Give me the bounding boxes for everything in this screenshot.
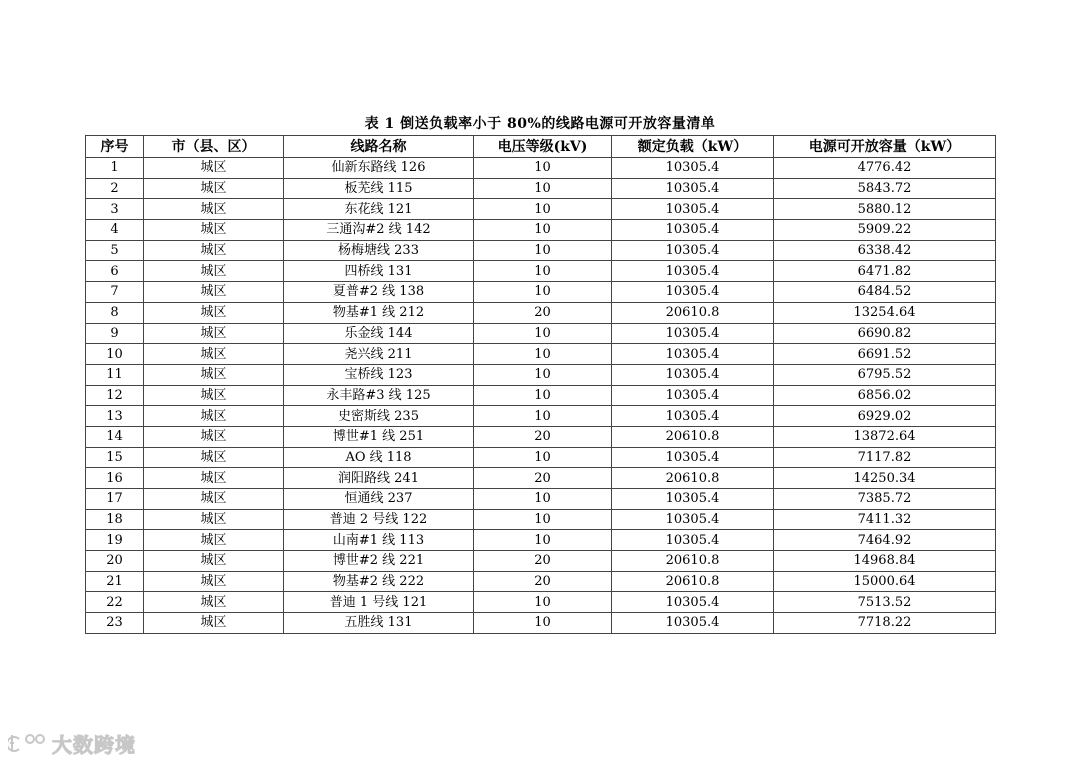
cell-line-name: 乐金线 144 [284, 323, 474, 344]
cell-rated-load: 10305.4 [612, 323, 774, 344]
table-row [86, 220, 996, 241]
cell-line-name: 物基#2 线 222 [284, 571, 474, 592]
cell-line-name: 五胜线 131 [284, 613, 474, 634]
cell-district: 城区 [144, 571, 284, 592]
cell-open-capacity: 6471.82 [774, 261, 996, 282]
cell-voltage: 10 [474, 240, 612, 261]
table-row [86, 571, 996, 592]
cell-open-capacity: 6856.02 [774, 385, 996, 406]
table-row [86, 158, 996, 179]
cell-index: 5 [86, 240, 144, 261]
table-row [86, 447, 996, 468]
table-row [86, 302, 996, 323]
table-title: 表 1 倒送负载率小于 80%的线路电源可开放容量清单 [364, 116, 716, 132]
cell-district: 城区 [144, 261, 284, 282]
table-body [86, 158, 996, 634]
cell-line-name: 普迪 2 号线 122 [284, 509, 474, 530]
cell-index: 11 [86, 364, 144, 385]
table-row [86, 344, 996, 365]
cell-rated-load: 20610.8 [612, 302, 774, 323]
cell-rated-load: 10305.4 [612, 220, 774, 241]
cell-index: 8 [86, 302, 144, 323]
cell-line-name: 宝桥线 123 [284, 364, 474, 385]
cell-line-name: 史密斯线 235 [284, 406, 474, 427]
cell-index: 15 [86, 447, 144, 468]
cell-district: 城区 [144, 240, 284, 261]
cell-rated-load: 10305.4 [612, 240, 774, 261]
cell-open-capacity: 6691.52 [774, 344, 996, 365]
cell-voltage: 10 [474, 220, 612, 241]
cell-rated-load: 10305.4 [612, 364, 774, 385]
cell-open-capacity: 5909.22 [774, 220, 996, 241]
cell-open-capacity: 6484.52 [774, 282, 996, 303]
header-district: 市（县、区） [144, 136, 284, 158]
cell-voltage: 10 [474, 261, 612, 282]
table-row [86, 240, 996, 261]
cell-rated-load: 10305.4 [612, 447, 774, 468]
cell-district: 城区 [144, 323, 284, 344]
cell-district: 城区 [144, 592, 284, 613]
table-header-row [86, 136, 996, 158]
cell-voltage: 10 [474, 364, 612, 385]
cell-district: 城区 [144, 406, 284, 427]
cell-open-capacity: 5880.12 [774, 199, 996, 220]
cell-voltage: 10 [474, 344, 612, 365]
header-rated-load: 额定负载（kW） [612, 136, 774, 158]
cell-voltage: 20 [474, 302, 612, 323]
table-row [86, 489, 996, 510]
cell-voltage: 10 [474, 282, 612, 303]
cell-voltage: 20 [474, 426, 612, 447]
cell-rated-load: 20610.8 [612, 426, 774, 447]
cell-open-capacity: 4776.42 [774, 158, 996, 179]
cell-index: 9 [86, 323, 144, 344]
cell-voltage: 10 [474, 447, 612, 468]
cell-line-name: 仙新东路线 126 [284, 158, 474, 179]
cell-open-capacity: 13872.64 [774, 426, 996, 447]
cell-index: 7 [86, 282, 144, 303]
cell-index: 6 [86, 261, 144, 282]
cell-rated-load: 10305.4 [612, 158, 774, 179]
cell-index: 3 [86, 199, 144, 220]
table-row [86, 282, 996, 303]
table-row [86, 199, 996, 220]
cell-index: 18 [86, 509, 144, 530]
table-row [86, 178, 996, 199]
cell-district: 城区 [144, 178, 284, 199]
cell-index: 17 [86, 489, 144, 510]
cell-index: 23 [86, 613, 144, 634]
cell-index: 4 [86, 220, 144, 241]
cell-open-capacity: 7411.32 [774, 509, 996, 530]
cell-district: 城区 [144, 364, 284, 385]
cell-voltage: 10 [474, 613, 612, 634]
cell-line-name: 山南#1 线 113 [284, 530, 474, 551]
cell-rated-load: 10305.4 [612, 489, 774, 510]
table-row [86, 613, 996, 634]
cell-line-name: 杨梅塘线 233 [284, 240, 474, 261]
cell-rated-load: 10305.4 [612, 178, 774, 199]
cell-open-capacity: 7117.82 [774, 447, 996, 468]
cell-voltage: 10 [474, 158, 612, 179]
cell-rated-load: 10305.4 [612, 592, 774, 613]
cell-district: 城区 [144, 426, 284, 447]
table-row [86, 592, 996, 613]
cell-voltage: 10 [474, 199, 612, 220]
cell-line-name: 博世#2 线 221 [284, 551, 474, 572]
cell-index: 21 [86, 571, 144, 592]
cell-open-capacity: 15000.64 [774, 571, 996, 592]
cell-open-capacity: 6795.52 [774, 364, 996, 385]
cell-voltage: 10 [474, 178, 612, 199]
table-row [86, 364, 996, 385]
cell-open-capacity: 6338.42 [774, 240, 996, 261]
table-row [86, 406, 996, 427]
cell-index: 2 [86, 178, 144, 199]
cell-rated-load: 10305.4 [612, 509, 774, 530]
cell-index: 22 [86, 592, 144, 613]
cell-line-name: 夏普#2 线 138 [284, 282, 474, 303]
table-row [86, 261, 996, 282]
cell-district: 城区 [144, 344, 284, 365]
watermark [8, 728, 136, 758]
cell-voltage: 20 [474, 571, 612, 592]
cell-district: 城区 [144, 220, 284, 241]
cell-voltage: 20 [474, 551, 612, 572]
cell-index: 20 [86, 551, 144, 572]
cell-rated-load: 10305.4 [612, 199, 774, 220]
cell-open-capacity: 14250.34 [774, 468, 996, 489]
cell-rated-load: 10305.4 [612, 613, 774, 634]
table-row [86, 426, 996, 447]
cell-index: 1 [86, 158, 144, 179]
cell-voltage: 10 [474, 592, 612, 613]
cell-voltage: 10 [474, 406, 612, 427]
cell-district: 城区 [144, 530, 284, 551]
cell-open-capacity: 6929.02 [774, 406, 996, 427]
cell-voltage: 10 [474, 489, 612, 510]
table-row [86, 385, 996, 406]
cell-district: 城区 [144, 447, 284, 468]
cell-district: 城区 [144, 385, 284, 406]
capacity-table [85, 135, 996, 634]
cell-line-name: 普迪 1 号线 121 [284, 592, 474, 613]
cell-open-capacity: 7464.92 [774, 530, 996, 551]
cell-voltage: 20 [474, 468, 612, 489]
cell-voltage: 10 [474, 509, 612, 530]
cell-index: 10 [86, 344, 144, 365]
cell-rated-load: 10305.4 [612, 530, 774, 551]
cell-line-name: 三通沟#2 线 142 [284, 220, 474, 241]
cell-index: 19 [86, 530, 144, 551]
cell-rated-load: 20610.8 [612, 571, 774, 592]
cell-voltage: 10 [474, 530, 612, 551]
cell-rated-load: 20610.8 [612, 468, 774, 489]
cell-district: 城区 [144, 302, 284, 323]
table-row [86, 323, 996, 344]
cell-line-name: 润阳路线 241 [284, 468, 474, 489]
cell-district: 城区 [144, 509, 284, 530]
cell-open-capacity: 13254.64 [774, 302, 996, 323]
cell-district: 城区 [144, 282, 284, 303]
cell-rated-load: 20610.8 [612, 551, 774, 572]
header-line-name: 线路名称 [284, 136, 474, 158]
table-row [86, 530, 996, 551]
cell-open-capacity: 7513.52 [774, 592, 996, 613]
cell-line-name: 恒通线 237 [284, 489, 474, 510]
cell-line-name: 四桥线 131 [284, 261, 474, 282]
cell-line-name: 博世#1 线 251 [284, 426, 474, 447]
cell-rated-load: 10305.4 [612, 385, 774, 406]
cell-district: 城区 [144, 551, 284, 572]
table-row [86, 468, 996, 489]
cell-line-name: AO 线 118 [284, 447, 474, 468]
cell-open-capacity: 7385.72 [774, 489, 996, 510]
cell-index: 12 [86, 385, 144, 406]
cell-index: 14 [86, 426, 144, 447]
watermark-text: 大数跨境 [52, 732, 136, 757]
cell-district: 城区 [144, 199, 284, 220]
table-row [86, 509, 996, 530]
cell-open-capacity: 5843.72 [774, 178, 996, 199]
table-row [86, 551, 996, 572]
cell-voltage: 10 [474, 385, 612, 406]
cell-line-name: 尧兴线 211 [284, 344, 474, 365]
cell-district: 城区 [144, 489, 284, 510]
cell-rated-load: 10305.4 [612, 406, 774, 427]
cell-voltage: 10 [474, 323, 612, 344]
cell-open-capacity: 6690.82 [774, 323, 996, 344]
cell-district: 城区 [144, 158, 284, 179]
brand-logo-icon [8, 730, 48, 756]
cell-index: 13 [86, 406, 144, 427]
header-open-capacity: 电源可开放容量（kW） [774, 136, 996, 158]
cell-open-capacity: 7718.22 [774, 613, 996, 634]
cell-open-capacity: 14968.84 [774, 551, 996, 572]
header-index: 序号 [86, 136, 144, 158]
cell-line-name: 永丰路#3 线 125 [284, 385, 474, 406]
cell-district: 城区 [144, 613, 284, 634]
cell-district: 城区 [144, 468, 284, 489]
cell-rated-load: 10305.4 [612, 282, 774, 303]
cell-rated-load: 10305.4 [612, 344, 774, 365]
cell-index: 16 [86, 468, 144, 489]
cell-line-name: 板芜线 115 [284, 178, 474, 199]
cell-line-name: 东花线 121 [284, 199, 474, 220]
cell-line-name: 物基#1 线 212 [284, 302, 474, 323]
header-voltage: 电压等级(kV) [474, 136, 612, 158]
cell-rated-load: 10305.4 [612, 261, 774, 282]
